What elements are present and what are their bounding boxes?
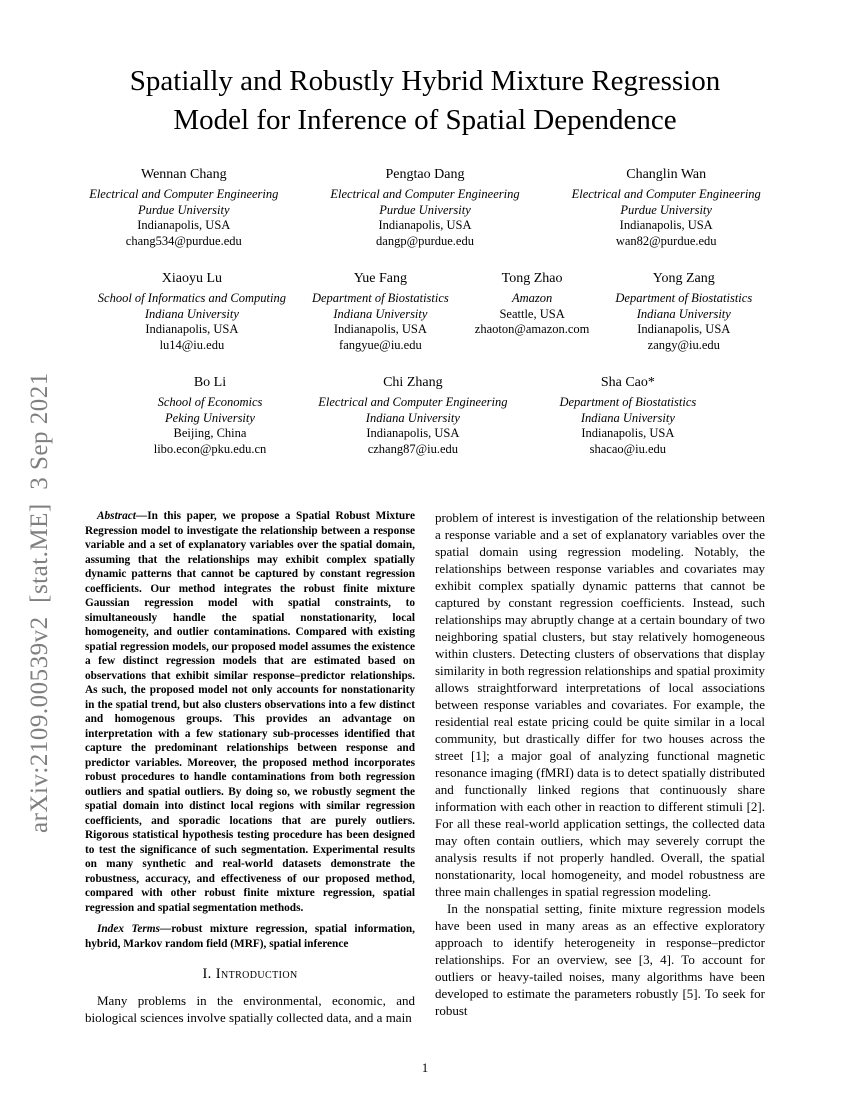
author-block	[475, 270, 590, 353]
author-affiliation: Purdue University	[620, 202, 712, 217]
author-block	[318, 374, 507, 457]
author-location: Indianapolis, USA	[378, 218, 472, 232]
author-affiliation: Indiana University	[365, 410, 460, 425]
author-location: Seattle, USA	[499, 306, 565, 321]
right-column	[435, 509, 765, 1026]
two-column-body	[85, 509, 765, 1026]
author-email: zangy@iu.edu	[647, 337, 720, 352]
author-affiliation: Purdue University	[379, 202, 471, 217]
author-row	[0, 374, 850, 457]
paper-title	[70, 62, 780, 140]
author-block	[615, 270, 752, 353]
author-affiliation: Electrical and Computer Engineering	[571, 187, 761, 201]
author-affiliation: School of Economics	[157, 395, 263, 409]
author-email: zhaoton@amazon.com	[474, 322, 590, 336]
author-email: wan82@purdue.edu	[615, 233, 717, 248]
page-number: 1	[421, 1061, 429, 1075]
author-block	[312, 270, 449, 353]
author-affiliation: Department of Biostatistics	[615, 291, 753, 305]
author-block	[330, 166, 519, 249]
paper-title-line2: Model for Inference of Spatial Dependence	[173, 104, 677, 136]
author-name: Yong Zang	[652, 271, 715, 286]
author-email: lu14@iu.edu	[159, 337, 225, 352]
left-column	[85, 509, 415, 1026]
author-location: Beijing, China	[173, 426, 247, 440]
author-block	[98, 270, 286, 353]
author-name: Chi Zhang	[383, 375, 443, 390]
author-location: Indianapolis, USA	[366, 426, 460, 440]
authors-section	[0, 166, 850, 457]
author-affiliation: Department of Biostatistics	[559, 395, 697, 409]
author-block	[572, 166, 761, 249]
author-name: Changlin Wan	[626, 167, 707, 182]
author-email: fangyue@iu.edu	[339, 337, 422, 352]
author-email: dangp@purdue.edu	[376, 233, 474, 248]
abstract	[85, 509, 415, 915]
abstract-label: Abstract—	[97, 510, 148, 522]
index-terms-label: Index Terms—	[97, 923, 172, 935]
author-location: Indianapolis, USA	[145, 322, 239, 336]
author-affiliation: Indiana University	[636, 306, 731, 321]
author-location: Indianapolis, USA	[333, 322, 427, 336]
author-affiliation: Electrical and Computer Engineering	[89, 187, 279, 201]
author-email: libo.econ@pku.edu.cn	[153, 441, 267, 456]
author-location: Indianapolis, USA	[137, 218, 231, 232]
author-name: Sha Cao*	[600, 375, 655, 390]
intro-paragraph: Many problems in the environmental, economic, and biological sciences involve spatially collected data, and a main	[85, 993, 415, 1025]
index-terms	[85, 922, 415, 951]
paper-title-line1: Spatially and Robustly Hybrid Mixture Regression	[129, 65, 721, 97]
body-paragraph: problem of interest is investigation of the relationship between a response variable and a set of explanatory variables over the spatial domain using regression modeling. Notably, the relationships between response variables and covariates may exhibit complex spatially dynamic patterns that cannot be captured by constant regression coefficients. Instead, such relationships may abruptly change at a certain boundary of two neighboring spatial clusters, but stay relatively homogeneous within clusters. Detecting clusters of observations that display similarity in both regression relationships and spatial proximity allows straightforward interpretations of local associations between response variables and covariates. For example, the residential real estate pricing could be quite similar in a local community, but drastically differ for two houses across the street [1]; a major goal of analyzing functional magnetic resonance imaging (fMRI) data is to detect spatially distributed and functionally linked regions that continuously share information with each other in reaction to different stimuli [2]. For all these real-world application settings, the collected data may often contain outliers, which may severely corrupt the analysis results if not properly handled. Overall, the spatial nonstationarity, local homogeneity, and model robustness are three main challenges in spatial regression modeling.	[435, 510, 765, 899]
author-name: Bo Li	[193, 375, 227, 390]
author-affiliation: Indiana University	[333, 306, 428, 321]
author-affiliation: Electrical and Computer Engineering	[330, 187, 520, 201]
author-name: Wennan Chang	[141, 167, 227, 182]
author-affiliation: Amazon	[511, 291, 553, 305]
author-row	[0, 270, 850, 353]
author-location: Indianapolis, USA	[581, 426, 675, 440]
author-email: czhang87@iu.edu	[367, 441, 458, 456]
author-block	[154, 374, 267, 457]
author-location: Indianapolis, USA	[637, 322, 731, 336]
author-name: Tong Zhao	[501, 271, 563, 286]
author-block	[559, 374, 696, 457]
author-affiliation: Indiana University	[144, 306, 239, 321]
author-location: Indianapolis, USA	[619, 218, 713, 232]
abstract-text: In this paper, we propose a Spatial Robust Mixture Regression model to investigate the relationship between a response variable and a set of explanatory variables over the spatial domain, assuming that the relationships may exhibit complex spatially dynamic patterns that cannot be captured by constant regression coefficients. Our method integrates the robust finite mixture Gaussian regression model with spatial constraints, to simultaneously handle the spatial nonstationarity, local homogeneity, and outlier contaminations. Compared with existing spatial regression models, our proposed model assumes the existence a few distinct regression models that are estimated based on observations that exhibit similar response–predictor relationships. As such, the proposed model not only accounts for nonstationarity in the spatial trend, but also clusters observations into a few distinct and homogenous groups. This provides an advantage on interpretation with a few stationary sub-processes identified that capture the predominant relationships between response and predictor variables. Moreover, the proposed method incorporates robust procedures to handle contaminations from both regression outliers and spatial outliers. By doing so, we robustly segment the spatial domain into distinct local regions with similar regression coefficients, and sporadic locations that are purely outliers. Rigorous statistical hypothesis testing procedure has been designed to test the significance of such segmentation. Experimental results on many synthetic and real-world datasets demonstrate the robustness, accuracy, and effectiveness of our proposed method, compared with other robust finite mixture regression, spatial regression and spatial segmentation methods.	[85, 510, 415, 914]
author-affiliation: Peking University	[165, 410, 255, 425]
author-block	[89, 166, 278, 249]
author-affiliation: Electrical and Computer Engineering	[318, 395, 508, 409]
author-email: chang534@purdue.edu	[125, 233, 242, 248]
author-name: Pengtao Dang	[385, 167, 465, 182]
author-email: shacao@iu.edu	[589, 441, 667, 456]
author-affiliation: Purdue University	[138, 202, 230, 217]
body-paragraph: In the nonspatial setting, finite mixture regression models have been used in many areas as an effective exploratory approach to identify heterogeneity in response–predictor relationships. For an overview, see [3, 4]. To account for outliers or heavy-tailed noises, many algorithms have been developed to estimate the parameters robustly [5]. To seek for robust	[435, 901, 765, 1018]
author-affiliation: School of Informatics and Computing	[97, 291, 286, 305]
section-heading-introduction: I. Introduction	[202, 966, 298, 982]
author-affiliation: Indiana University	[580, 410, 675, 425]
author-row	[0, 166, 850, 249]
author-affiliation: Department of Biostatistics	[311, 291, 449, 305]
index-terms-text: robust mixture regression, spatial information, hybrid, Markov random field (MRF), spatial inference	[85, 923, 415, 950]
author-name: Yue Fang	[353, 271, 408, 286]
author-name: Xiaoyu Lu	[161, 271, 223, 286]
arxiv-watermark: arXiv:2109.00539v2 [stat.ME] 3 Sep 2021	[26, 372, 53, 833]
